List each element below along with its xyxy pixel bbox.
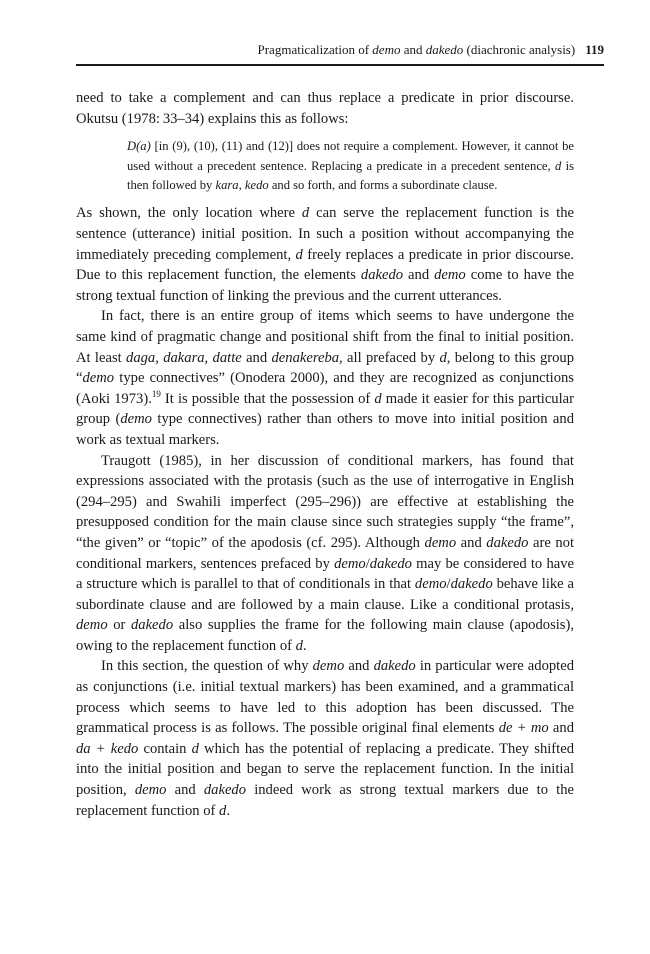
- italic-term: d: [439, 349, 447, 366]
- text-run: behave like a subordinate clause and are followed by a main clause. Like a conditional protasis,: [76, 576, 574, 613]
- italic-term: dakedo: [425, 42, 464, 57]
- running-head: [258, 42, 605, 58]
- paragraph-5: [76, 656, 574, 821]
- text-run: and so forth, and forms a subordinate clause.: [268, 178, 498, 192]
- italic-term: demo: [334, 555, 366, 572]
- paragraph-4: [76, 451, 574, 657]
- text-run: In fact, there is an entire group of items which seems to have undergone the same kind of pragmatic change and positional shift from the final to initial position. At least: [76, 308, 574, 366]
- text-run: and: [344, 658, 374, 675]
- text-run: contain: [138, 740, 192, 757]
- text-run: which has the potential of replacing a predicate. They shifted into the initial position and began to serve the replacement function. In the initial position,: [76, 740, 574, 799]
- text-run: It is possible that the possession of: [160, 390, 375, 407]
- text-run: is then followed by: [127, 158, 574, 192]
- italic-term: demo: [434, 267, 466, 284]
- text-run: type connectives) rather than others to move into initial position and work as textual markers.: [76, 411, 574, 448]
- text-run: and: [403, 267, 435, 284]
- italic-term: d: [191, 740, 199, 757]
- text-run: made it easier for this particular group (: [76, 390, 574, 428]
- italic-term: d: [301, 205, 310, 222]
- italic-term: demo: [372, 42, 401, 57]
- italic-term: kara: [215, 178, 239, 192]
- italic-term: d: [295, 246, 303, 263]
- text-run: can serve the replacement function is the sentence (utterance) initial position. In such a position without accompanying the immediately preceding complement,: [76, 205, 574, 263]
- italic-term: demo: [82, 370, 115, 387]
- text-run: (diachronic analysis): [463, 42, 576, 57]
- text-run: come to have the strong textual function of linking the previous and the current utterances.: [76, 267, 574, 304]
- italic-term: dakedo: [369, 555, 412, 572]
- block-quote: [127, 137, 574, 195]
- text-run: Traugott (1985), in her discussion of conditional markers, has found that expressions associated with the protasis (such as the use of interrogative in English (294–295) and Swahili imperfect (295–296)) are effective at establishing the presupposed condition for the main clause since such strategies supply “the frame”, “the given” or “topic” of the apodosis (cf. 295). Although: [76, 452, 574, 551]
- italic-term: d: [219, 802, 227, 819]
- text-run: [in (9), (10), (11) and (12)] does not require a complement. However, it cannot be used without a precedent sentence. Replacing a predicate in a precedent sentence,: [127, 139, 574, 173]
- italic-term: dakedo: [360, 267, 404, 284]
- text-run: also supplies the frame for the following main clause (apodosis), owing to the replacement function of: [76, 617, 574, 654]
- text-run: .: [302, 637, 307, 654]
- text-run: and: [241, 349, 272, 366]
- italic-term: dakedo: [450, 576, 493, 593]
- italic-term: d: [554, 158, 562, 173]
- text-run: in particular were adopted as conjunctions (i.e. initial textual markers) has been examined, and a grammatical process which seems to have led to this adoption has been discussed. The grammatical process is as follows. The possible original final elements: [76, 658, 574, 737]
- text-run: , all prefaced by: [339, 349, 440, 366]
- italic-term: demo: [424, 534, 457, 551]
- italic-term: de + mo: [498, 720, 549, 737]
- text-run: need to take a complement and can thus replace a predicate in prior discourse. Okutsu (1978: 33–34) explains this as follows:: [76, 90, 574, 127]
- text-run: and: [166, 782, 204, 799]
- italic-term: demo: [312, 658, 345, 675]
- text-run: /: [365, 555, 370, 572]
- italic-term: d: [374, 390, 382, 407]
- text-run: /: [446, 576, 451, 593]
- paragraph-3: [76, 306, 574, 450]
- italic-term: d: [295, 637, 303, 654]
- text-run: In this section, the question of why: [101, 658, 313, 675]
- italic-term: dakedo: [373, 658, 416, 675]
- italic-term: demo: [76, 617, 108, 634]
- italic-term: kedo: [244, 178, 269, 192]
- italic-term: dakedo: [130, 617, 174, 634]
- page-number: 119: [585, 42, 604, 57]
- text-run: and: [456, 534, 487, 551]
- text-run: type connectives” (Onodera 2000), and they are recognized as conjunctions (Aoki 1973).: [76, 370, 574, 407]
- running-head-title: [258, 42, 576, 57]
- text-run: or: [107, 617, 131, 634]
- italic-term: dakedo: [486, 534, 529, 551]
- text-run: , belong to this group “: [76, 349, 575, 387]
- italic-term: demo: [120, 411, 152, 428]
- italic-term: da + kedo: [76, 740, 139, 757]
- paragraph-1: [76, 88, 574, 129]
- text-run: ,: [238, 178, 245, 192]
- text-run: Pragmaticalization of: [257, 42, 373, 57]
- body-text: [76, 88, 574, 821]
- text-run: As shown, the only location where: [76, 205, 302, 222]
- italic-term: demo: [414, 576, 447, 593]
- text-run: .: [226, 802, 230, 819]
- text-run: may be considered to have a structure which is parallel to that of conditionals in that: [76, 555, 574, 593]
- italic-term: demo: [134, 782, 167, 799]
- text-run: indeed work as strong textual markers due to the replacement function of: [76, 782, 574, 819]
- text-run: freely replaces a predicate in prior discourse. Due to this replacement function, the elements: [76, 246, 574, 284]
- running-header: [76, 38, 604, 66]
- footnote-ref: 19: [151, 388, 161, 399]
- italic-term: denakereba: [271, 349, 340, 366]
- text-run: and: [400, 42, 426, 57]
- italic-term: D(a): [127, 139, 151, 154]
- text-run: and: [548, 720, 574, 737]
- paragraph-2: [76, 203, 574, 306]
- text-run: are not conditional markers, sentences prefaced by: [76, 534, 574, 572]
- italic-term: daga, dakara, datte: [126, 349, 242, 366]
- italic-term: dakedo: [203, 782, 247, 799]
